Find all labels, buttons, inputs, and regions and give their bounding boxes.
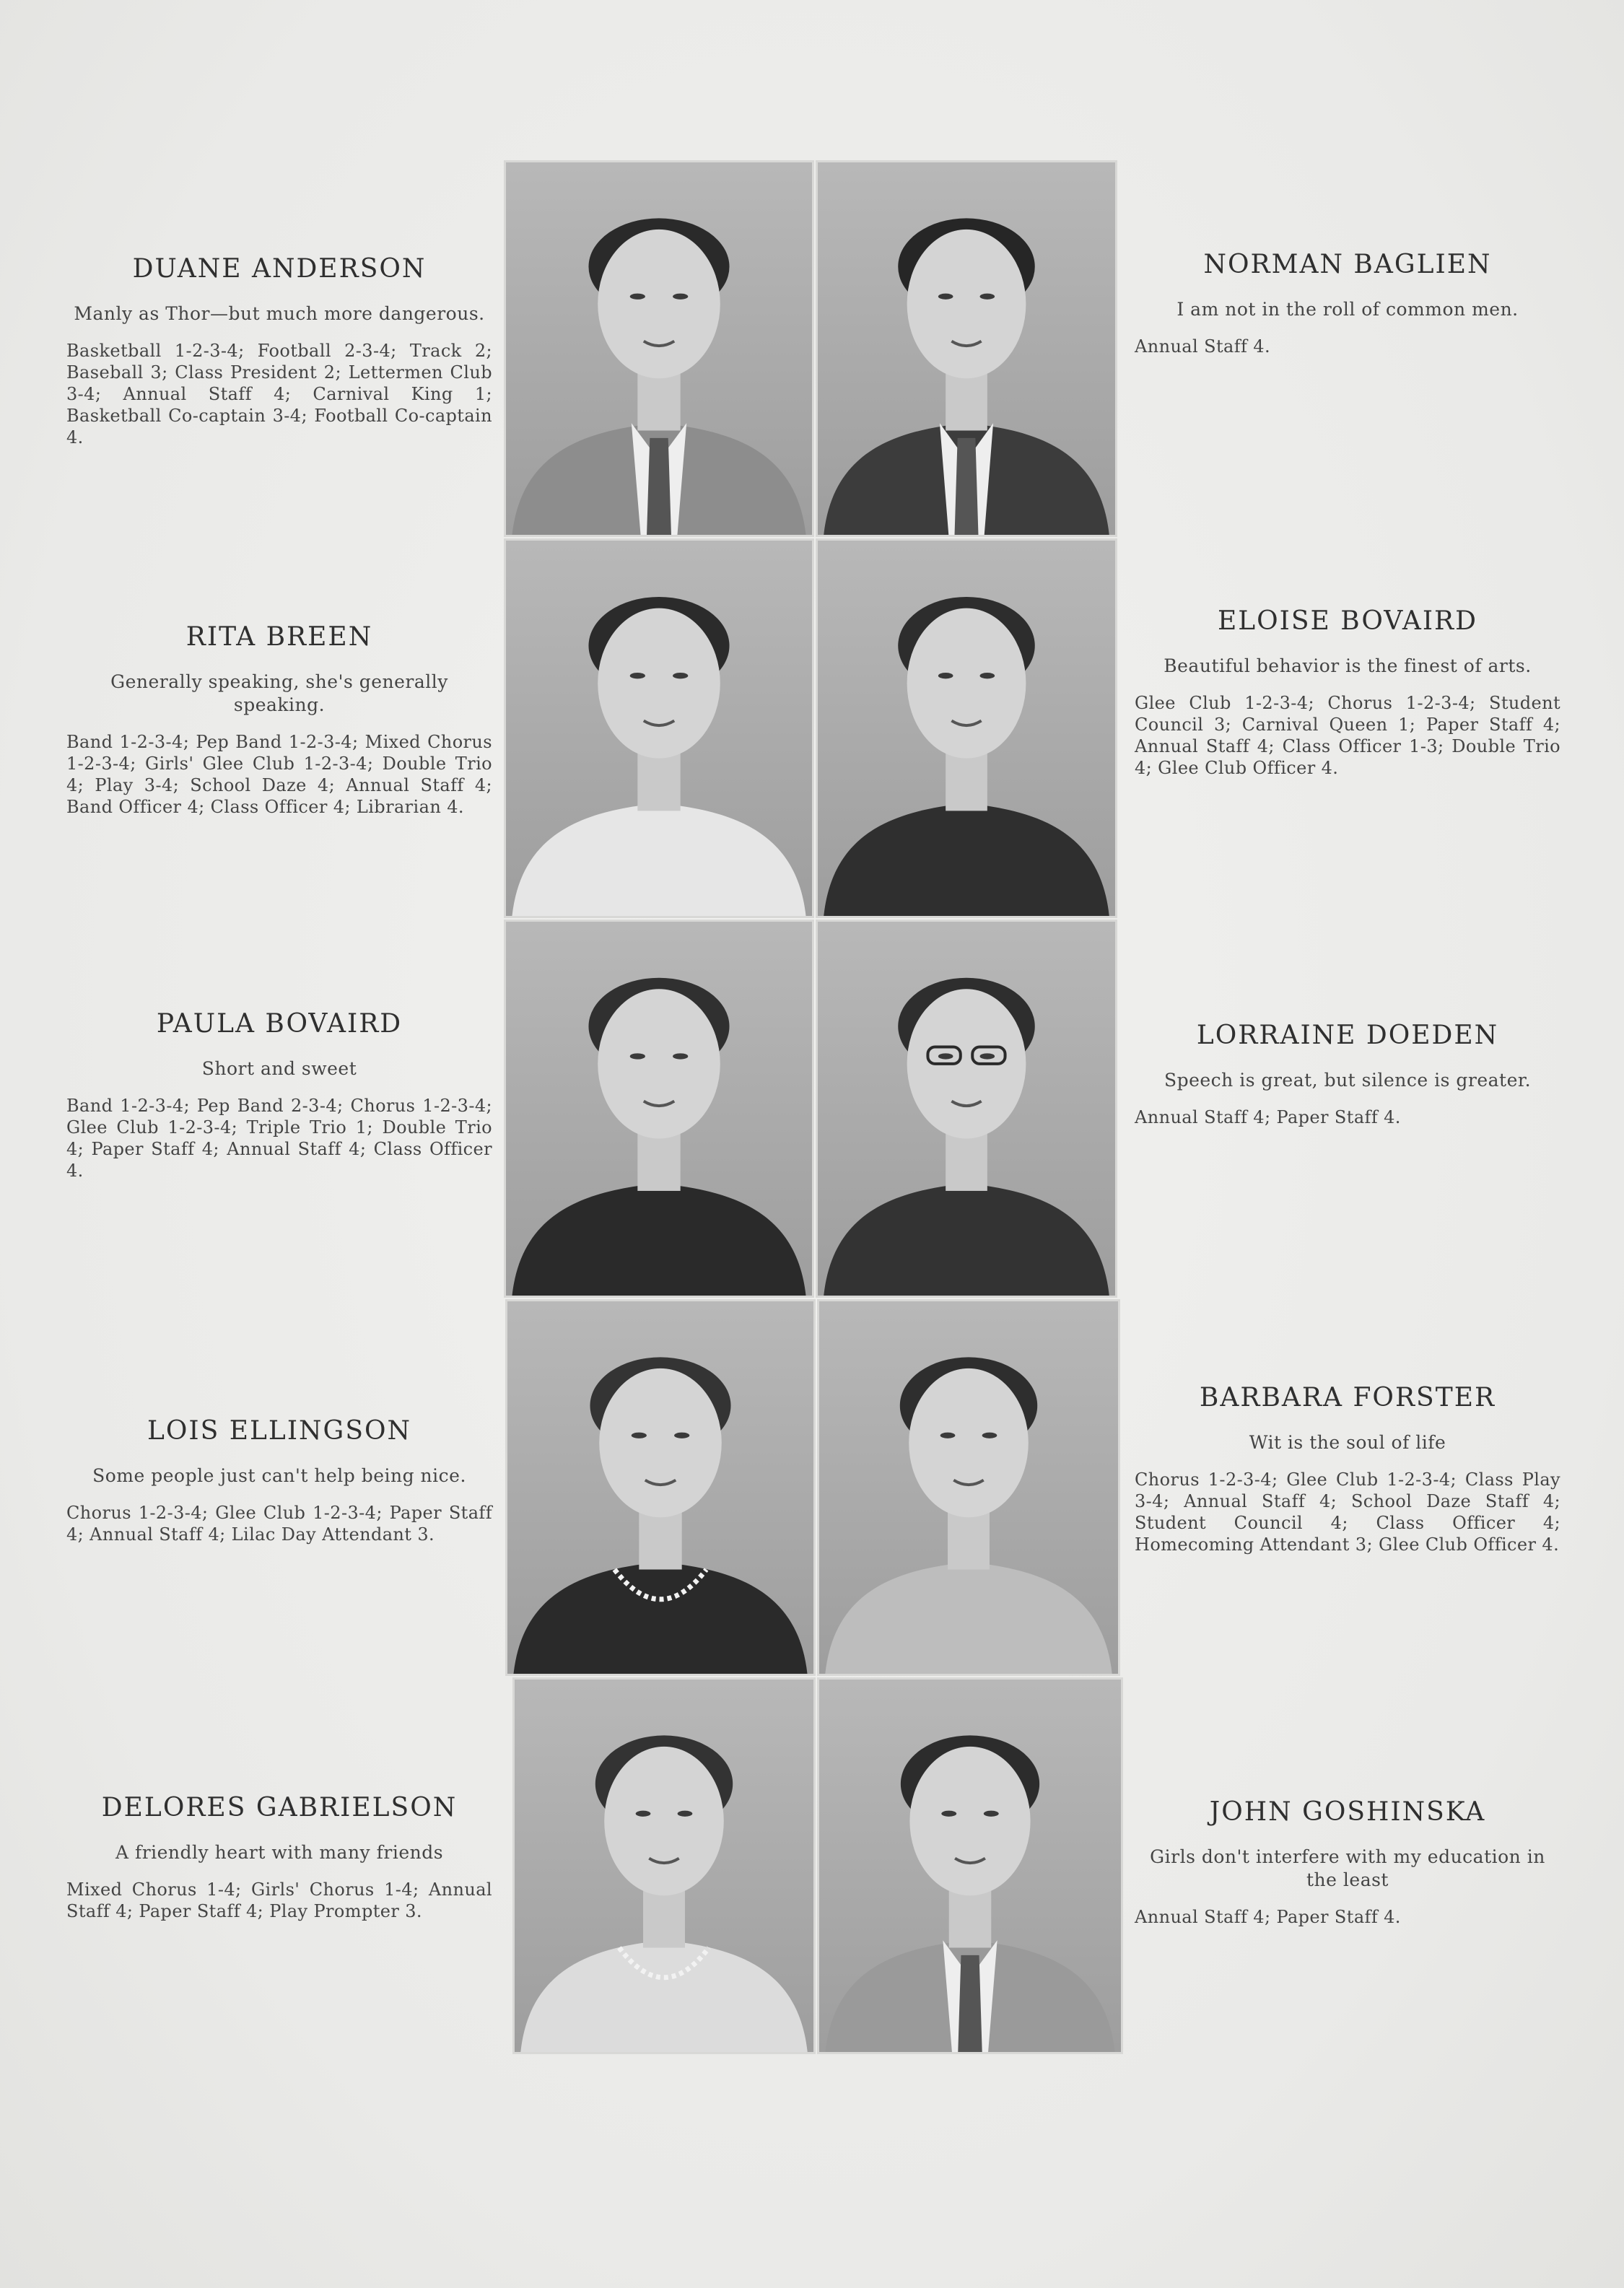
portrait-silhouette [818,922,1115,1296]
student-name: DELORES GABRIELSON [101,1793,458,1822]
student-activities: Band 1-2-3-4; Pep Band 1-2-3-4; Mixed Chorus 1-2-3-4; Girls' Glee Club 1-2-3-4; Double Trio 4; Play 3-4; School Daze 4; Annual Staff 4; Band Officer 4; Class Officer 4; Librarian 4. [66,732,492,817]
eye-shape [630,673,645,678]
eye-shape [630,1053,645,1059]
portrait-silhouette [818,162,1115,535]
student-activities: Band 1-2-3-4; Pep Band 2-3-4; Chorus 1-2-3-4; Glee Club 1-2-3-4; Triple Trio 1; Double Trio 4; Paper Staff 4; Annual Staff 4; Class Officer 4. [66,1096,492,1181]
eye-shape [630,294,645,300]
student-entry-baglien [1135,250,1560,357]
student-activities: Annual Staff 4; Paper Staff 4. [1135,1107,1401,1127]
face-shape [598,989,720,1138]
student-activities: Chorus 1-2-3-4; Glee Club 1-2-3-4; Paper Staff 4; Annual Staff 4; Lilac Day Attendant 3. [66,1503,492,1545]
clothing-shape [824,803,1109,916]
eye-shape [673,673,688,678]
student-entry-paula-bovaird [66,1009,492,1182]
face-shape [604,1747,724,1895]
portrait-silhouette [515,1680,813,2052]
eye-shape [673,294,688,300]
student-activities: Mixed Chorus 1-4; Girls' Chorus 1-4; Annual Staff 4; Paper Staff 4; Play Prompter 3. [66,1879,492,1921]
student-quote: Girls don't interfere with my education in the least [1150,1846,1545,1890]
student-name: JOHN GOSHINSKA [1209,1797,1486,1827]
eye-shape [980,1053,995,1059]
student-name: BARBARA FORSTER [1199,1383,1496,1412]
eye-shape [982,1433,997,1438]
face-shape [907,230,1026,378]
student-quote: Some people just can't help being nice. [92,1465,466,1486]
student-entry-gabrielson [66,1793,492,1922]
eye-shape [938,673,953,678]
student-quote: Speech is great, but silence is greater. [1164,1070,1532,1091]
student-activities: Annual Staff 4. [1135,336,1271,357]
eye-shape [940,1433,956,1438]
portrait-silhouette [507,1301,813,1674]
portrait-silhouette [818,541,1115,916]
student-name: DUANE ANDERSON [132,254,427,284]
portrait-photo-doeden [816,920,1117,1298]
face-shape [909,1368,1029,1517]
student-entry-anderson [66,254,492,448]
portrait-photo-eloise-bovaird [816,538,1117,918]
student-entry-ellingson [66,1416,492,1545]
student-name: ELOISE BOVAIRD [1217,606,1478,636]
student-activities: Basketball 1-2-3-4; Football 2-3-4; Track 2; Baseball 3; Class President 2; Lettermen Club 3-4; Annual Staff 4; Carnival King 1; Basketball Co-captain 3-4; Football Co-captain 4. [66,341,492,447]
eye-shape [673,1053,688,1059]
student-entry-eloise-bovaird [1135,606,1560,779]
clothing-shape [512,1184,806,1296]
portrait-photo-gabrielson [512,1677,816,2054]
student-quote: Manly as Thor—but much more dangerous. [74,303,485,324]
student-quote: Wit is the soul of life [1249,1432,1446,1453]
eye-shape [984,1811,999,1817]
portrait-photo-paula-bovaird [504,920,814,1298]
eye-shape [980,673,995,678]
necktie-shape [955,438,979,535]
student-activities: Glee Club 1-2-3-4; Chorus 1-2-3-4; Student Council 3; Carnival Queen 1; Paper Staff 4; Annual Staff 4; Class Officer 1-3; Double Trio 4; Glee Club Officer 4. [1135,693,1560,778]
student-quote: Generally speaking, she's generally speaking. [110,671,448,715]
student-activities: Chorus 1-2-3-4; Glee Club 1-2-3-4; Class Play 3-4; Annual Staff 4; School Daze Staff 4; Student Council 4; Class Officer 4; Homecoming Attendant 3; Glee Club Officer 4. [1135,1470,1560,1555]
clothing-shape [824,1184,1109,1296]
student-name: RITA BREEN [185,622,373,652]
portrait-silhouette [506,922,812,1296]
student-quote: Short and sweet [201,1058,357,1079]
eye-shape [678,1811,693,1817]
portrait-photo-forster [817,1299,1120,1676]
student-entry-doeden [1135,1021,1560,1128]
eye-shape [941,1811,956,1817]
face-shape [598,608,720,759]
portrait-silhouette [506,162,812,535]
necktie-shape [647,438,671,535]
student-name: LORRAINE DOEDEN [1196,1021,1499,1050]
portrait-photo-baglien [816,160,1117,537]
eye-shape [636,1811,651,1817]
eye-shape [938,294,953,300]
clothing-shape [520,1940,807,2052]
face-shape [598,230,720,378]
eye-shape [674,1433,689,1438]
student-entry-goshinska [1135,1797,1560,1928]
portrait-photo-ellingson [505,1299,816,1676]
portrait-photo-breen [504,538,814,918]
student-name: NORMAN BAGLIEN [1203,250,1492,279]
portrait-photo-goshinska [817,1677,1123,2054]
eye-shape [980,294,995,300]
face-shape [907,608,1026,759]
portrait-silhouette [819,1301,1118,1674]
face-shape [907,989,1026,1138]
student-name: PAULA BOVAIRD [156,1009,403,1039]
student-name: LOIS ELLINGSON [147,1416,411,1446]
clothing-shape [513,1562,807,1674]
student-quote: I am not in the roll of common men. [1176,299,1519,320]
student-entry-breen [66,622,492,818]
student-activities: Annual Staff 4; Paper Staff 4. [1135,1907,1401,1927]
necktie-shape [958,1955,982,2052]
student-quote: A friendly heart with many friends [115,1842,444,1863]
eye-shape [632,1433,647,1438]
portrait-silhouette [819,1680,1121,2052]
portrait-photo-anderson [504,160,814,537]
student-quote: Beautiful behavior is the finest of arts. [1164,655,1532,676]
face-shape [599,1368,722,1517]
face-shape [909,1747,1030,1895]
clothing-shape [825,1562,1112,1674]
portrait-silhouette [506,541,812,916]
eye-shape [938,1053,953,1059]
clothing-shape [512,803,806,916]
student-entry-forster [1135,1383,1560,1555]
